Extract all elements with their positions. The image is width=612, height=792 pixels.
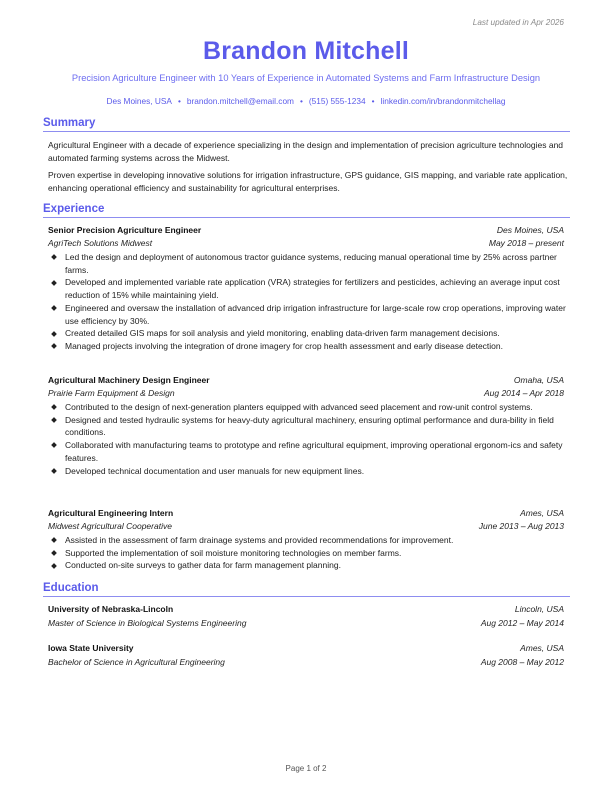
bullet-diamond-icon [51, 254, 57, 260]
school-location: Ames, USA [520, 643, 564, 653]
summary-paragraph: Agricultural Engineer with a decade of experience specializing in the design and implementation of precision agriculture technologies and automated farming systems across the Midwest. [48, 140, 564, 163]
contact-separator: • [177, 96, 181, 106]
education-header [48, 603, 564, 615]
job-header [48, 507, 564, 519]
headline: Precision Agriculture Engineer with 10 Years of Experience in Automated Systems and Farm Infrastructure Design [71, 73, 541, 83]
list-item: Contributed to the design of next-generation planters equipped with advanced seed placement and row-unit control systems. [48, 401, 568, 414]
summary-paragraph: Proven expertise in developing innovative solutions for irrigation infrastructure, GPS guidance, GIS mapping, and variable rate application, enhancing operational efficiency and sustainability for agricultural enterprises. [48, 170, 568, 193]
bullet-diamond-icon [51, 443, 57, 449]
contact-location: Des Moines, USA [106, 96, 172, 106]
list-item: Collaborated with manufacturing teams to prototype and refine agricultural equipment, improving operational ergonom-ics and safety features. [48, 439, 568, 464]
list-item: Engineered and oversaw the installation of advanced drip irrigation infrastructure for large-scale row crop operations, improving water use efficiency by 30%. [48, 302, 568, 327]
job-company: AgriTech Solutions Midwest [48, 238, 153, 248]
education-dates: Aug 2008 – May 2012 [480, 657, 564, 667]
bullet-diamond-icon [51, 343, 57, 349]
page-number: Page 1 of 2 [285, 764, 327, 773]
job-header [48, 224, 564, 236]
job-bullets [48, 401, 568, 477]
job-company: Midwest Agricultural Cooperative [48, 521, 172, 531]
job-role: Agricultural Engineering Intern [48, 508, 174, 518]
education-subheader [48, 617, 564, 629]
list-item: Developed technical documentation and user manuals for new equipment lines. [48, 465, 568, 478]
list-item: Managed projects involving the integration of drone imagery for crop health assessment and early disease detection. [48, 340, 568, 353]
list-item: Supported the implementation of soil moisture monitoring technologies on member farms. [48, 547, 568, 560]
job-dates: June 2013 – Aug 2013 [478, 521, 564, 531]
bullet-diamond-icon [51, 280, 57, 286]
contact-line [0, 96, 612, 106]
job-bullets [48, 251, 568, 353]
section-title-education: Education [43, 582, 570, 597]
job-company: Prairie Farm Equipment & Design [48, 388, 175, 398]
contact-email-link[interactable]: brandon.mitchell@email.com [186, 96, 294, 106]
job-header [48, 374, 564, 386]
education-dates: Aug 2012 – May 2014 [480, 618, 564, 628]
contact-separator: • [371, 96, 375, 106]
bullet-diamond-icon [51, 563, 57, 569]
last-updated: Last updated in Apr 2026 [472, 18, 564, 27]
contact-linkedin-link[interactable]: linkedin.com/in/brandonmitchellag [380, 96, 506, 106]
contact-phone-link[interactable]: (515) 555-1234 [308, 96, 366, 106]
candidate-name: Brandon Mitchell [203, 37, 409, 65]
job-subheader [48, 520, 564, 532]
degree: Bachelor of Science in Agricultural Engineering [48, 657, 225, 667]
education-subheader [48, 656, 564, 668]
bullet-diamond-icon [51, 404, 57, 410]
job-dates: May 2018 – present [488, 238, 564, 248]
list-item: Assisted in the assessment of farm drainage systems and provided recommendations for improvement. [48, 534, 568, 547]
degree: Master of Science in Biological Systems Engineering [48, 618, 247, 628]
list-item: Designed and tested hydraulic systems for heavy-duty agricultural machinery, ensuring optimal performance and dura-bility in field conditions. [48, 414, 568, 439]
bullet-diamond-icon [51, 417, 57, 423]
school-location: Lincoln, USA [514, 604, 564, 614]
bullet-diamond-icon [51, 550, 57, 556]
job-subheader [48, 387, 564, 399]
job-location: Des Moines, USA [496, 225, 564, 235]
list-item: Created detailed GIS maps for soil analysis and yield monitoring, enabling data-driven farm management decisions. [48, 327, 568, 340]
section-title-summary: Summary [43, 117, 570, 132]
school-name: Iowa State University [48, 643, 134, 653]
job-subheader [48, 237, 564, 249]
job-role: Senior Precision Agriculture Engineer [48, 225, 202, 235]
bullet-diamond-icon [51, 331, 57, 337]
job-bullets [48, 534, 568, 572]
list-item: Led the design and deployment of autonomous tractor guidance systems, reducing manual operational time by 25% across partner farms. [48, 251, 568, 276]
job-dates: Aug 2014 – Apr 2018 [483, 388, 564, 398]
section-title-experience: Experience [43, 203, 570, 218]
job-location: Omaha, USA [513, 375, 564, 385]
contact-separator: • [299, 96, 303, 106]
school-name: University of Nebraska-Lincoln [48, 604, 174, 614]
list-item: Conducted on-site surveys to gather data for farm management planning. [48, 559, 568, 572]
bullet-diamond-icon [51, 468, 57, 474]
bullet-diamond-icon [51, 305, 57, 311]
job-location: Ames, USA [520, 508, 564, 518]
list-item: Developed and implemented variable rate application (VRA) strategies for fertilizers and pesticides, achieving an average input cost reduction of 15% while maintaining yield. [48, 276, 568, 301]
bullet-diamond-icon [51, 537, 57, 543]
job-role: Agricultural Machinery Design Engineer [48, 375, 210, 385]
education-header [48, 642, 564, 654]
